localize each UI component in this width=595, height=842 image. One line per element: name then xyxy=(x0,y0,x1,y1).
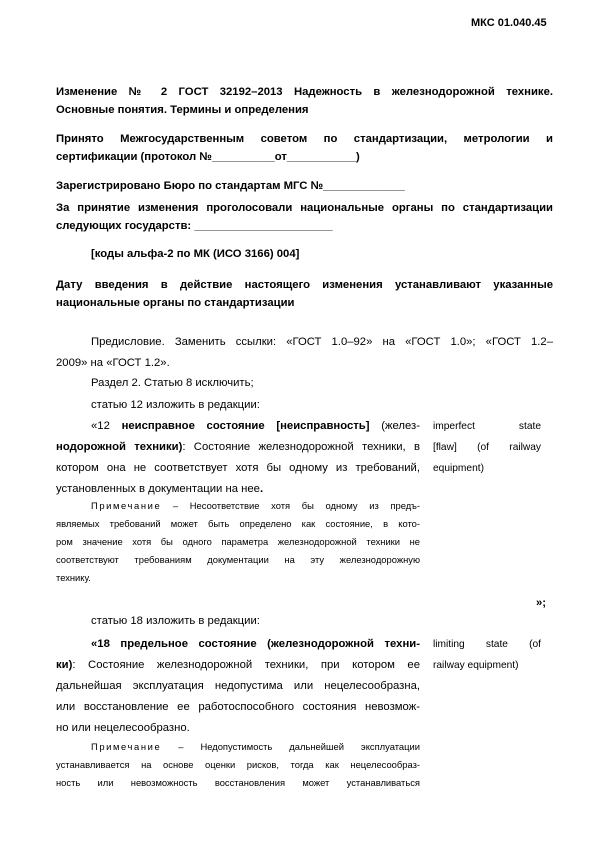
article12-english-line-1: imperfect state xyxy=(433,421,541,432)
effective-date xyxy=(56,276,553,312)
article18-line-3: дальнейшая эксплуатация недопустима или нецелесообразна, xyxy=(56,680,420,692)
note18-line-2: устанавливается на основе оценки рисков, тогда как нецелесообраз- xyxy=(56,759,420,770)
article12-line-3: котором она не соответствует хотя бы одному из требований, xyxy=(56,462,420,474)
note18-text-1: – Недопустимость дальнейшей эксплуатации xyxy=(161,741,420,752)
article18-english-line-2: railway equipment) xyxy=(433,660,519,671)
note12-label: Примечание xyxy=(91,500,162,511)
title-line-2: Основные понятия. Термины и определения xyxy=(56,104,309,116)
section2-instruction: Раздел 2. Статью 8 исключить; xyxy=(91,377,254,389)
article18-definition xyxy=(56,634,420,739)
voted-line-1: За принятие изменения проголосовали национальные органы по стандартизации xyxy=(56,202,553,214)
adopted-by xyxy=(56,130,553,166)
adopted-line-1: Принято Межгосударственным советом по стандартизации, метрологии и xyxy=(56,133,553,145)
article12-def-3: установленных в документации на нее xyxy=(56,483,260,495)
mks-code: МКС 01.040.45 xyxy=(471,17,547,29)
note12-line-3: ром значение хотя бы одного параметра железнодорожной техники не xyxy=(56,536,420,547)
article12-english-line-2: [flaw] (of railway xyxy=(433,442,541,453)
article18-english-line-1: limiting state (of xyxy=(433,639,541,650)
article12-term-cont: нодорожной техники) xyxy=(56,441,183,453)
article18-line-5: но или нецелесообразно. xyxy=(56,722,190,734)
title-line-1: Изменение № 2 ГОСТ 32192–2013 Надежность в железнодорожной технике. xyxy=(56,86,553,98)
note12-line-1 xyxy=(56,497,420,515)
article18-term-cont: ки) xyxy=(56,659,73,671)
article12-line-1 xyxy=(56,416,420,437)
article12-note xyxy=(56,497,420,587)
note18-label: Примечание xyxy=(91,741,162,752)
effective-line-1: Дату введения в действие настоящего изменения устанавливают указанные xyxy=(56,279,553,291)
article12-english-line-3: equipment) xyxy=(433,463,484,474)
note18-line-1 xyxy=(56,738,420,756)
article12-term-middle: (желез- xyxy=(369,420,420,432)
article18-line-2 xyxy=(56,655,420,676)
article12-definition xyxy=(56,416,420,500)
article12-def-end: . xyxy=(259,483,264,495)
article18-def-1: : Состояние железнодорожной техники, при котором ее xyxy=(72,659,420,671)
note18-line-3: ность или невозможность восстановления может устанавливаться xyxy=(56,777,420,788)
preface-line-2: 2009» на «ГОСТ 1.2». xyxy=(56,357,170,369)
adopted-line-2: сертификации (протокол №__________от___________) xyxy=(56,151,360,163)
article12-instruction: статью 12 изложить в редакции: xyxy=(91,399,260,411)
note12-line-5: технику. xyxy=(56,572,91,583)
effective-line-2: национальные органы по стандартизации xyxy=(56,297,295,309)
country-codes: [коды альфа-2 по МК (ИСО 3166) 004] xyxy=(91,248,300,260)
preface-line-1: Предисловие. Заменить ссылки: «ГОСТ 1.0–92» на «ГОСТ 1.0»; «ГОСТ 1.2– xyxy=(91,336,553,348)
registered-line: Зарегистрировано Бюро по стандартам МГС №_____________ xyxy=(56,180,405,192)
article12-term: неисправное состояние [неисправность] xyxy=(121,420,370,432)
closing-quote-mark: »; xyxy=(536,597,547,609)
article18-note xyxy=(56,738,420,792)
amendment-title xyxy=(56,83,553,119)
article12-number: «12 xyxy=(91,420,122,432)
voted-line-2: следующих государств: ______________________ xyxy=(56,220,333,232)
article12-english-term xyxy=(433,416,541,479)
article18-line-1: «18 предельное состояние (железнодорожной техни- xyxy=(91,638,420,650)
article12-line-2 xyxy=(56,437,420,458)
note12-text-1: – Несоответствие хотя бы одному из предъ- xyxy=(161,500,420,511)
note12-line-4: соответствуют требованиям документации на эту железнодорожную xyxy=(56,554,420,565)
preface-paragraph xyxy=(56,332,553,374)
voted-by xyxy=(56,199,553,235)
article18-english-term xyxy=(433,634,541,676)
note12-line-2: являемых требований может быть определено как состояние, в кото- xyxy=(56,518,420,529)
article18-line-4: или восстановление ее работоспособного состояния невозмож- xyxy=(56,701,420,713)
article18-instruction: статью 18 изложить в редакции: xyxy=(91,615,260,627)
article12-def-1: : Состояние железнодорожной техники, в xyxy=(182,441,420,453)
